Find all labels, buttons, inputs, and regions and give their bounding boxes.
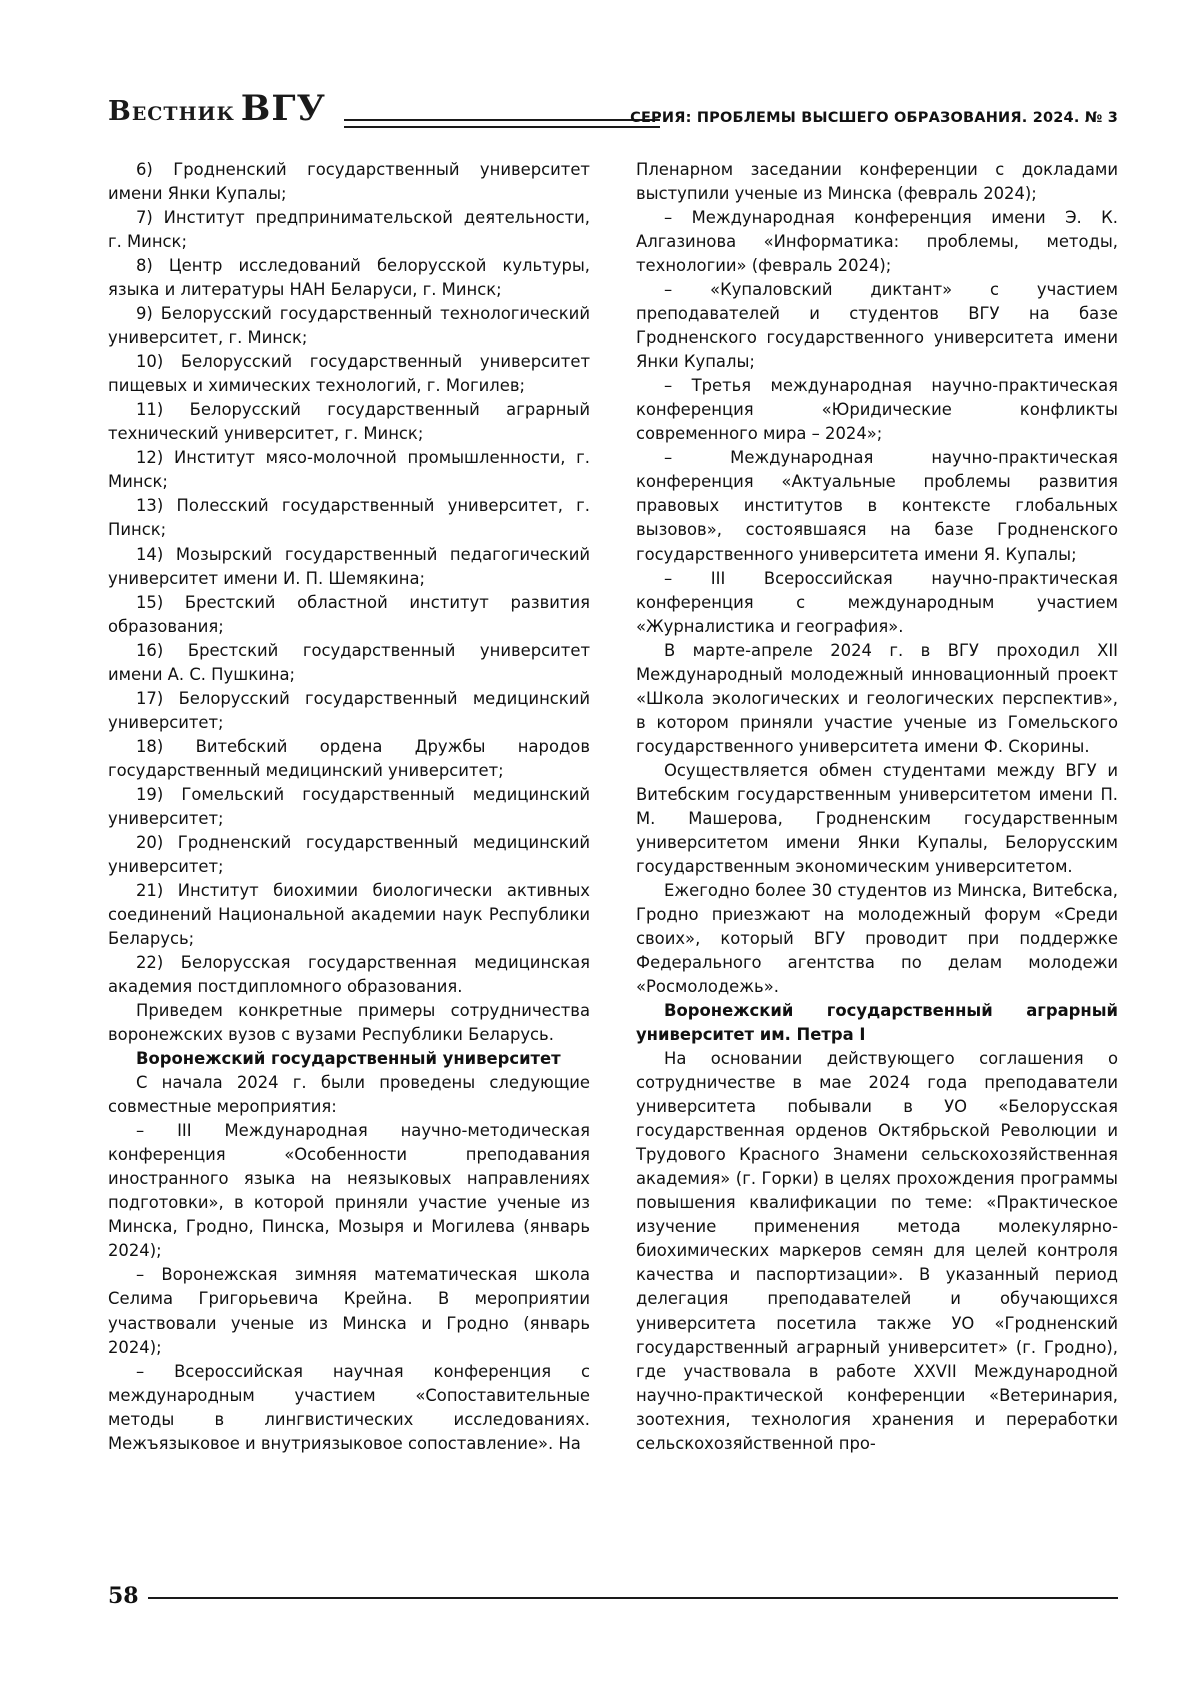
paragraph: 11) Белорусский государственный аграрный технический университет, г. Минск; bbox=[108, 400, 590, 444]
header-divider bbox=[344, 119, 660, 128]
masthead-vgu: ВГУ bbox=[240, 88, 326, 129]
paragraph: 13) Полесский государственный университет, г. Пинск; bbox=[108, 496, 590, 540]
right-column bbox=[636, 158, 1118, 1456]
page-header bbox=[108, 88, 1118, 140]
masthead-vestnik: Вестник bbox=[108, 96, 235, 127]
paragraph: 14) Мозырский государственный педагогический университет имени И. П. Шемякина; bbox=[108, 544, 590, 588]
section-heading: Воронежский государственный университет bbox=[136, 1049, 561, 1069]
paragraph: 17) Белорусский государственный медицинский университет; bbox=[108, 688, 590, 732]
page-number: 58 bbox=[108, 1583, 139, 1609]
paragraph: – III Всероссийская научно-практическая конференция с международным участием «Журналистика и география». bbox=[636, 568, 1118, 636]
section-heading: Воронежский государственный аграрный университет им. Петра I bbox=[636, 1001, 1118, 1045]
paragraph: – Третья международная научно-практическая конференция «Юридические конфликты современного мира – 2024»; bbox=[636, 376, 1118, 444]
paragraph: 10) Белорусский государственный университет пищевых и химических технологий, г. Могилев; bbox=[108, 352, 590, 396]
body-columns bbox=[108, 158, 1118, 1456]
paragraph: 16) Брестский государственный университет имени А. С. Пушкина; bbox=[108, 640, 590, 684]
paragraph: 21) Институт биохимии биологически активных соединений Национальной академии наук Республики Беларусь; bbox=[108, 880, 590, 948]
footer-divider bbox=[148, 1597, 1118, 1599]
paragraph: 9) Белорусский государственный технологический университет, г. Минск; bbox=[108, 304, 590, 348]
paragraph: 7) Институт предпринимательской деятельности, г. Минск; bbox=[108, 208, 590, 252]
paragraph: 6) Гродненский государственный университет имени Янки Купалы; bbox=[108, 160, 590, 204]
paragraph: Пленарном заседании конференции с докладами выступили ученые из Минска (февраль 2024); bbox=[636, 160, 1118, 204]
paragraph: С начала 2024 г. были проведены следующие совместные мероприятия: bbox=[108, 1073, 590, 1117]
paragraph: 18) Витебский ордена Дружбы народов государственный медицинский университет; bbox=[108, 736, 590, 780]
paragraph: 22) Белорусская государственная медицинская академия постдипломного образования. bbox=[108, 953, 590, 997]
journal-series-line: СЕРИЯ: ПРОБЛЕМЫ ВЫСШЕГО ОБРАЗОВАНИЯ. 2024. № 3 bbox=[630, 110, 1118, 126]
paragraph: 19) Гомельский государственный медицинский университет; bbox=[108, 784, 590, 828]
paragraph: На основании действующего соглашения о сотрудничестве в мае 2024 года преподаватели университета побывали в УО «Белорусская государственная орденов Октябрьской Революции и Трудового Красного Знамени сельскохозяйственная академия» (г. Горки) в целях прохождения программы повышения квалификации по теме: «Практическое изучение применения метода молекулярно-биохимических маркеров семян для целей контроля качества и паспортизации». В указанный период делегация преподавателей и обучающихся университета посетила также УО «Гродненский государственный аграрный университет» (г. Гродно), где участвовала в работе XXVII Международной научно-практической конференции «Ветеринария, зоотехния, технология хранения и переработки сельскохозяйственной про- bbox=[636, 1049, 1118, 1453]
paragraph: 20) Гродненский государственный медицинский университет; bbox=[108, 832, 590, 876]
paragraph: Осуществляется обмен студентами между ВГУ и Витебским государственным университетом имени П. М. Машерова, Гродненским государственным университетом имени Янки Купалы, Белорусским государственным экономическим университетом. bbox=[636, 760, 1118, 876]
paragraph: 8) Центр исследований белорусской культуры, языка и литературы НАН Беларуси, г. Минск; bbox=[108, 256, 590, 300]
page-footer bbox=[108, 1583, 1118, 1611]
paragraph: Ежегодно более 30 студентов из Минска, Витебска, Гродно приезжают на молодежный форум «Среди своих», который ВГУ проводит при поддержке Федерального агентства по делам молодежи «Росмолодежь». bbox=[636, 880, 1118, 997]
paragraph: – Международная научно-практическая конференция «Актуальные проблемы развития правовых институтов в контексте глобальных вызовов», состоявшаяся на базе Гродненского государственного университета имени Я. Купалы; bbox=[636, 448, 1118, 564]
journal-masthead bbox=[108, 88, 326, 129]
paragraph: 15) Брестский областной институт развития образования; bbox=[108, 592, 590, 636]
paragraph: 12) Институт мясо-молочной промышленности, г. Минск; bbox=[108, 448, 590, 492]
paragraph: – Воронежская зимняя математическая школа Селима Григорьевича Крейна. В мероприятии участвовали ученые из Минска и Гродно (январь 2024); bbox=[108, 1265, 590, 1357]
paragraph: – Международная конференция имени Э. К. Алгазинова «Информатика: проблемы, методы, технологии» (февраль 2024); bbox=[636, 208, 1118, 276]
paragraph: – Всероссийская научная конференция с международным участием «Сопоставительные методы в лингвистических исследованиях. Межъязыковое и внутриязыковое сопоставление». На bbox=[108, 1361, 590, 1453]
paragraph: – III Международная научно-методическая конференция «Особенности преподавания иностранного языка на неязыковых направлениях подготовки», в которой приняли участие ученые из Минска, Гродно, Пинска, Мозыря и Могилева (январь 2024); bbox=[108, 1121, 590, 1261]
left-column bbox=[108, 158, 590, 1456]
paragraph: – «Купаловский диктант» с участием преподавателей и студентов ВГУ на базе Гродненского государственного университета имени Янки Купалы; bbox=[636, 280, 1118, 372]
paragraph: В марте-апреле 2024 г. в ВГУ проходил XII Международный молодежный инновационный проект «Школа экологических и геологических перспектив», в котором приняли участие ученые из Гомельского государственного университета имени Ф. Скорины. bbox=[636, 640, 1118, 756]
paragraph: Приведем конкретные примеры сотрудничества воронежских вузов с вузами Республики Беларусь. bbox=[108, 1001, 590, 1045]
